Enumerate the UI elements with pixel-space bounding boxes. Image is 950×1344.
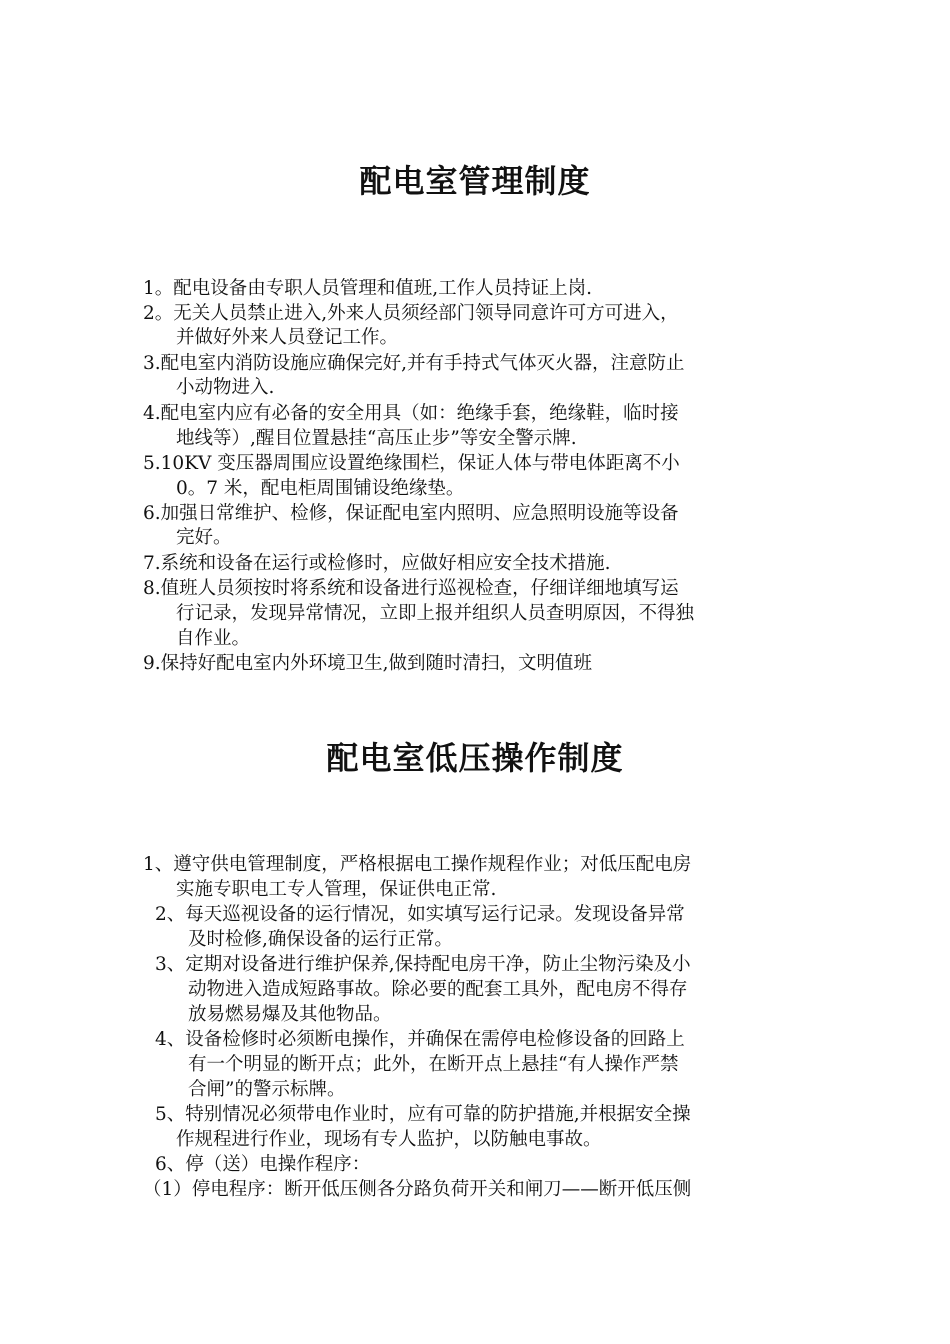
- section-2-line: 6、停（送）电操作程序：: [155, 1154, 371, 1175]
- section-2-line: 2、每天巡视设备的运行情况，如实填写运行记录。发现设备异常: [155, 904, 685, 925]
- section-1-line: 7.系统和设备在运行或检修时，应做好相应安全技术措施.: [143, 553, 611, 574]
- section-2-line: 1、遵守供电管理制度，严格根据电工操作规程作业；对低压配电房: [143, 854, 692, 875]
- section-2-line: 作规程进行作业，现场有专人监护，以防触电事故。: [176, 1129, 602, 1150]
- section-1-line: 小动物进入.: [176, 377, 275, 398]
- section-1-line: 自作业。: [176, 628, 251, 649]
- section-1-line: 行记录，发现异常情况，立即上报并组织人员查明原因，不得独: [176, 603, 695, 624]
- section-1-line: 8.值班人员须按时将系统和设备进行巡视检查，仔细详细地填写运: [143, 578, 679, 599]
- section-1-line: 0。7 米，配电柜周围铺设绝缘垫。: [176, 478, 465, 499]
- section-2-line: 动物进入造成短路事故。除必要的配套工具外，配电房不得存: [188, 979, 688, 1000]
- section-1-line: 并做好外来人员登记工作。: [176, 327, 399, 348]
- section-1-line: 4.配电室内应有必备的安全用具（如：绝缘手套，绝缘鞋，临时接: [143, 403, 679, 424]
- section-2-line: 4、设备检修时必须断电操作，并确保在需停电检修设备的回路上: [155, 1029, 685, 1050]
- section-1-line: 1。配电设备由专职人员管理和值班,工作人员持证上岗.: [143, 278, 593, 299]
- section-2-line: 放易燃易爆及其他物品。: [188, 1004, 392, 1025]
- section-2-line: 5、特别情况必须带电作业时，应有可靠的防护措施,并根据安全操: [155, 1104, 691, 1125]
- section-1-line: 地线等）,醒目位置悬挂“高压止步”等安全警示牌.: [176, 428, 577, 449]
- section-2-title: 配电室低压操作制度: [326, 739, 624, 777]
- section-2-line: 合闸”的警示标牌。: [188, 1079, 346, 1100]
- section-1-line: 3.配电室内消防设施应确保完好,并有手持式气体灭火器，注意防止: [143, 353, 685, 374]
- section-2-line: 实施专职电工专人管理，保证供电正常.: [176, 879, 497, 900]
- section-2-line: 有一个明显的断开点；此外，在断开点上悬挂“有人操作严禁: [188, 1054, 679, 1075]
- section-1-line: 完好。: [176, 527, 232, 548]
- section-2-line: （1）停电程序：断开低压侧各分路负荷开关和闸刀——断开低压侧: [143, 1179, 692, 1200]
- section-1-line: 9.保持好配电室内外环境卫生,做到随时清扫，文明值班: [143, 653, 593, 674]
- section-2-line: 及时检修,确保设备的运行正常。: [188, 929, 453, 950]
- section-2-line: 3、定期对设备进行维护保养,保持配电房干净，防止尘物污染及小: [155, 954, 691, 975]
- section-1-line: 6.加强日常维护、检修，保证配电室内照明、应急照明设施等设备: [143, 503, 679, 524]
- section-1-line: 5.10KV 变压器周围应设置绝缘围栏，保证人体与带电体距离不小: [143, 453, 680, 474]
- section-1-title: 配电室管理制度: [359, 162, 591, 200]
- section-1-line: 2。无关人员禁止进入,外来人员须经部门领导同意许可方可进入，: [143, 303, 679, 324]
